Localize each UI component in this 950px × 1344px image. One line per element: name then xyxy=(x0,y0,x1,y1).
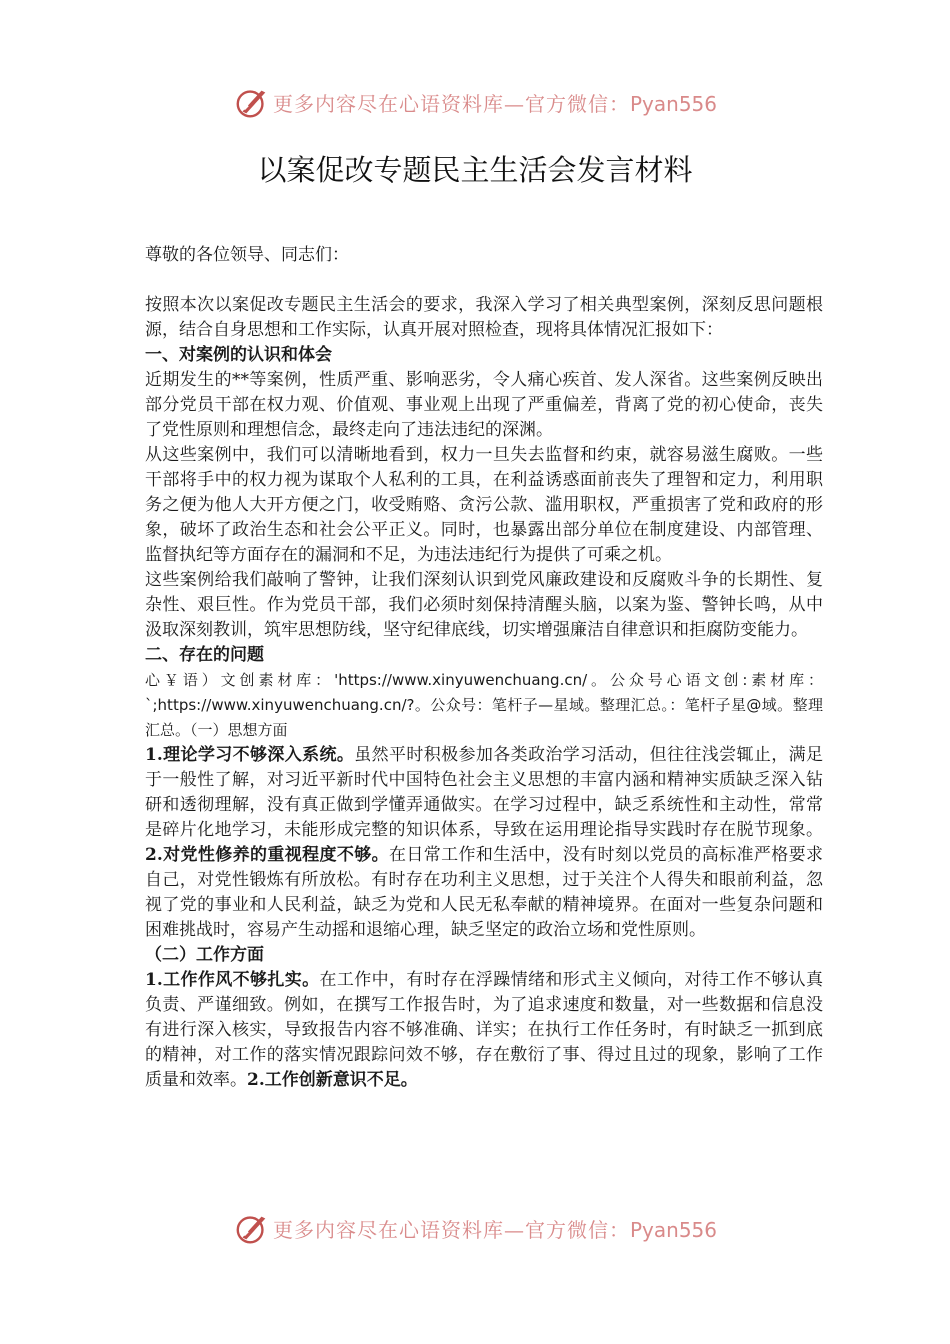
greeting: 尊敬的各位领导、同志们： xyxy=(145,245,349,265)
subsection-heading-work: （二）工作方面 xyxy=(145,945,264,965)
banner-wechat-id: Pyan556 xyxy=(629,1217,717,1242)
work-issue-1-body: 在工作中，有时存在浮躁情绪和形式主义倾向，对待工作不够认真负责、严谨细致。例如，在撰写工作报告时，为了追求速度和数量，对一些数据和信息没有进行深入核实，导致报告内容不够准确、详实；在执行工作任务时，有时缺乏一抓到底的精神，对工作的落实情况跟踪问效不够，存在敷衍了事、得过且过的现象，影响了工作质量和效率。 xyxy=(145,970,823,1090)
work-issue-1-lead: 1.工作作风不够扎实。 xyxy=(145,970,320,990)
document-body xyxy=(145,243,823,1093)
banner-wechat-id: Pyan556 xyxy=(629,91,717,116)
banner-label: 更多内容尽在心语资料库—官方微信： xyxy=(272,1217,630,1242)
pen-logo-icon xyxy=(233,83,271,121)
banner-text xyxy=(273,1214,717,1243)
thought-issues-paragraph xyxy=(145,743,823,943)
work-issues-paragraph xyxy=(145,968,823,1093)
section1-paragraph-3: 这些案例给我们敲响了警钟，让我们深刻认识到党风廉政建设和反腐败斗争的长期性、复杂性、艰巨性。作为党员干部，我们必须时刻保持清醒头脑，以案为鉴、警钟长鸣，从中汲取深刻教训，筑牢思想防线，坚守纪律底线，切实增强廉洁自律意识和拒腐防变能力。 xyxy=(145,570,823,640)
banner-text xyxy=(273,88,717,117)
section-heading-2: 二、存在的问题 xyxy=(145,645,264,665)
section1-paragraph-1: 近期发生的**等案例，性质严重、影响恶劣，令人痛心疾首、发人深省。这些案例反映出部分党员干部在权力观、价值观、事业观上出现了严重偏差，背离了党的初心使命，丧失了党性原则和理想信念，最终走向了违法违纪的深渊。 xyxy=(145,370,823,440)
intro-paragraph: 按照本次以案促改专题民主生活会的要求，我深入学习了相关典型案例，深刻反思问题根源，结合自身思想和工作实际，认真开展对照检查，现将具体情况汇报如下： xyxy=(145,295,823,340)
pen-logo-icon xyxy=(233,1209,271,1247)
footer-banner xyxy=(0,1206,950,1250)
issue-1-lead: 1.理论学习不够深入系统。 xyxy=(145,745,355,765)
header-banner xyxy=(0,80,950,124)
watermark-text: 心￥语）文创素材库：'https://www.xinyuwenchuang.cn/。公众号心语文创:素材库：`;https://www.xinyuwenchuang.cn/?。公众号：笔杆子—星域。整理汇总。：笔杆子星@域。整理汇总。（一）思想方面 xyxy=(145,671,823,739)
section-heading-1: 一、对案例的认识和体会 xyxy=(145,345,332,365)
issue-1-body: 虽然平时积极参加各类政治学习活动，但往往浅尝辄止，满足于一般性了解，对习近平新时代中国特色社会主义思想的丰富内涵和精神实质缺乏深入钻研和透彻理解，没有真正做到学懂弄通做实。在学习过程中，缺乏系统性和主动性，常常是碎片化地学习，未能形成完整的知识体系，导致在运用理论指导实践时存在脱节现象。 xyxy=(145,745,823,840)
document-title: 以案促改专题民主生活会发言材料 xyxy=(257,153,693,187)
work-issue-2-lead: 2.工作创新意识不足。 xyxy=(247,1070,418,1090)
issue-2-body: 在日常工作和生活中，没有时刻以党员的高标准严格要求自己，对党性锻炼有所放松。有时存在功利主义思想，过于关注个人得失和眼前利益，忽视了党的事业和人民利益，缺乏为党和人民无私奉献的精神境界。在面对一些复杂问题和困难挑战时，容易产生动摇和退缩心理，缺乏坚定的政治立场和党性原则。 xyxy=(145,845,823,940)
section1-paragraph-2: 从这些案例中，我们可以清晰地看到，权力一旦失去监督和约束，就容易滋生腐败。一些干部将手中的权力视为谋取个人私利的工具，在利益诱惑面前丧失了理智和定力，利用职务之便为他人大开方便之门，收受贿赂、贪污公款、滥用职权，严重损害了党和政府的形象，破坏了政治生态和社会公平正义。同时，也暴露出部分单位在制度建设、内部管理、监督执纪等方面存在的漏洞和不足，为违法违纪行为提供了可乘之机。 xyxy=(145,445,823,565)
issue-2-lead: 2.对党性修养的重视程度不够。 xyxy=(145,845,389,865)
banner-label: 更多内容尽在心语资料库—官方微信： xyxy=(272,91,630,116)
